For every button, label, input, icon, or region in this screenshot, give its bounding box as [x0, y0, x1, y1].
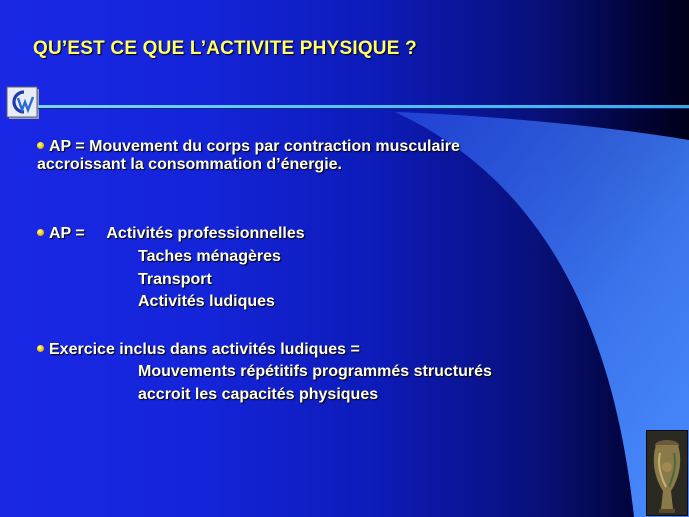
- bullet-icon: [37, 142, 44, 149]
- bullet-item: AP = Mouvement du corps par contraction musculaire: [37, 138, 460, 156]
- bullet-icon: [37, 345, 44, 352]
- bullet-item: AP = Activités professionnelles: [37, 225, 305, 243]
- sub-item: Mouvements répétitifs programmés structurés: [138, 363, 492, 380]
- sub-item: accroit les capacités physiques: [138, 386, 379, 403]
- bullet-icon: [37, 229, 44, 236]
- sub-item: Activités ludiques: [138, 293, 275, 310]
- slide-title: QU’EST CE QUE L’ACTIVITE PHYSIQUE ?: [33, 38, 417, 59]
- sub-item: Taches ménagères: [138, 248, 281, 265]
- title-divider-shadow: [38, 108, 689, 109]
- vase-picture-icon: [647, 431, 687, 515]
- vase-picture: [646, 430, 688, 516]
- sub-item: Transport: [138, 271, 212, 288]
- cw-logo-icon: [6, 86, 42, 122]
- bullet-item: Exercice inclus dans activités ludiques =: [37, 341, 360, 359]
- continuation-line: accroissant la consommation d’énergie.: [37, 156, 342, 173]
